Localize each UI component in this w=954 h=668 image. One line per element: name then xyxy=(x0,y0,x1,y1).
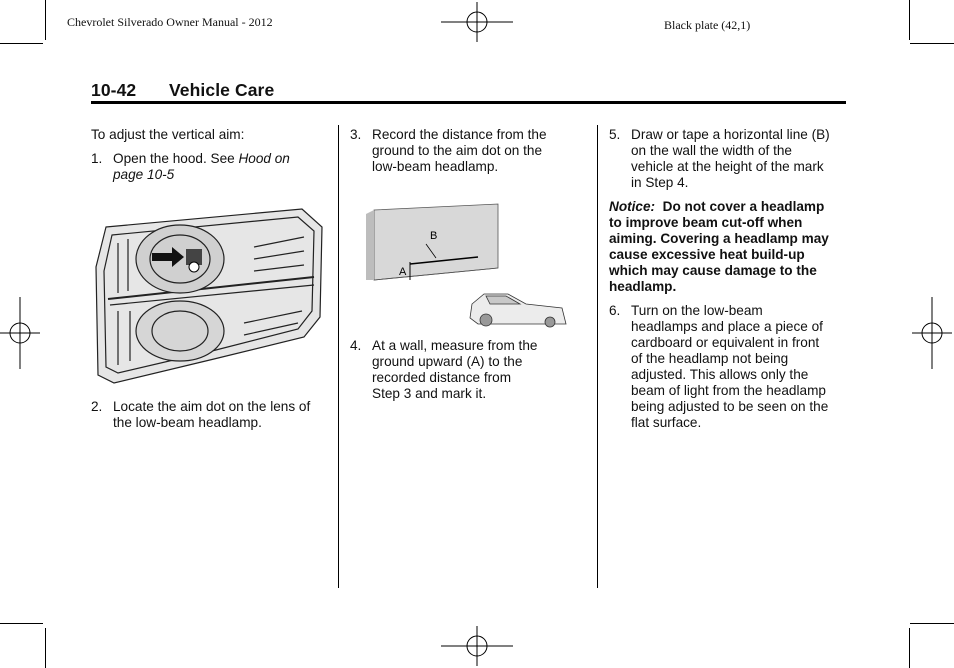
hood-link-page[interactable]: page 10-5 xyxy=(113,167,175,182)
crop-mark xyxy=(0,43,43,44)
step-text: beam of light from the headlamp xyxy=(631,383,826,398)
registration-mark-bottom xyxy=(441,626,513,666)
column-divider xyxy=(597,125,598,588)
notice-block xyxy=(609,199,851,295)
notice-text: which may cause damage to the xyxy=(609,263,817,278)
step-text: on the wall the width of the xyxy=(631,143,792,158)
step-number: 5. xyxy=(609,127,621,142)
step-text: flat surface. xyxy=(631,415,702,430)
step-text: Locate the aim dot on the lens of xyxy=(113,399,311,414)
wall-measurement-illustration xyxy=(366,196,568,328)
column-divider xyxy=(338,125,339,588)
step-1 xyxy=(91,151,331,183)
label-b: B xyxy=(430,230,438,242)
step-text: in Step 4. xyxy=(631,175,689,190)
registration-mark-right xyxy=(912,297,952,369)
hood-link[interactable]: Hood on xyxy=(238,151,290,166)
notice-text: aiming. Covering a headlamp may xyxy=(609,231,829,246)
column-2-lower xyxy=(350,338,590,402)
crop-mark xyxy=(909,0,910,40)
step-text: ground upward (A) to the xyxy=(372,354,523,369)
section-title: Vehicle Care xyxy=(169,80,275,100)
step-4 xyxy=(350,338,590,402)
column-2 xyxy=(350,127,590,175)
step-number: 2. xyxy=(91,399,103,414)
step-number: 3. xyxy=(350,127,362,142)
step-text: cardboard or equivalent in front xyxy=(631,335,820,350)
title-rule xyxy=(91,101,846,104)
step-number: 1. xyxy=(91,151,103,166)
column-3 xyxy=(609,127,851,431)
step-text: adjusted. This allows only the xyxy=(631,367,809,382)
crop-mark xyxy=(910,623,954,624)
step-text: Open the hood. See xyxy=(113,151,239,166)
step-3 xyxy=(350,127,590,175)
crop-mark xyxy=(45,628,46,668)
intro-text: To adjust the vertical aim: xyxy=(91,127,245,142)
step-5 xyxy=(609,127,851,191)
registration-mark-left xyxy=(0,297,40,369)
step-text: Draw or tape a horizontal line (B) xyxy=(631,127,830,142)
step-text: low-beam headlamp. xyxy=(372,159,499,174)
step-6 xyxy=(609,303,851,431)
print-header-left: Chevrolet Silverado Owner Manual - 2012 xyxy=(67,15,273,29)
step-text: of the headlamp not being xyxy=(631,351,789,366)
step-text: At a wall, measure from the xyxy=(372,338,538,353)
step-text: Turn on the low-beam xyxy=(631,303,763,318)
step-text: Record the distance from the xyxy=(372,127,547,142)
notice-text: to improve beam cut-off when xyxy=(609,215,803,230)
step-number: 4. xyxy=(350,338,362,353)
notice-text: Do not cover a headlamp xyxy=(662,199,825,214)
step-text: headlamps and place a piece of xyxy=(631,319,823,334)
notice-text: cause excessive heat build-up xyxy=(609,247,805,262)
print-header-right: Black plate (42,1) xyxy=(664,18,751,32)
step-2 xyxy=(91,399,331,431)
step-text: vehicle at the height of the mark xyxy=(631,159,824,174)
crop-mark xyxy=(909,628,910,668)
column-1 xyxy=(91,127,331,183)
step-number: 6. xyxy=(609,303,621,318)
crop-mark xyxy=(0,623,43,624)
step-text: the low-beam headlamp. xyxy=(113,415,262,430)
crop-mark xyxy=(45,0,46,40)
headlamp-illustration xyxy=(94,207,326,385)
notice-label: Notice: xyxy=(609,199,656,214)
page-number: 10-42 xyxy=(91,80,137,100)
step-text: recorded distance from xyxy=(372,370,512,385)
step-text: ground to the aim dot on the xyxy=(372,143,543,158)
step-text: being adjusted to be seen on the xyxy=(631,399,829,414)
section-heading xyxy=(91,80,274,101)
column-1-lower xyxy=(91,399,331,431)
step-text: Step 3 and mark it. xyxy=(372,386,487,401)
label-a: A xyxy=(399,266,407,278)
crop-mark xyxy=(910,43,954,44)
registration-mark-top xyxy=(441,2,513,42)
notice-text: headlamp. xyxy=(609,279,677,294)
